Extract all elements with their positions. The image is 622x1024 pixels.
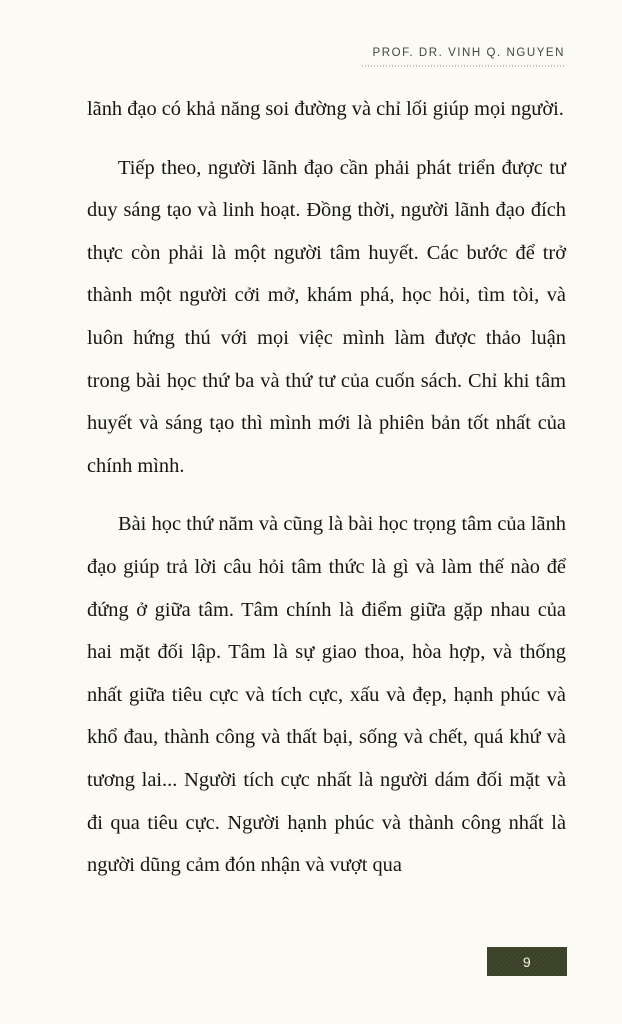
running-head — [265, 48, 565, 67]
paragraph-body: Bài học thứ năm và cũng là bài học trọng tâm của lãnh đạo giúp trả lời câu hỏi tâm thức là gì và làm thế nào để đứng ở giữa tâm. Tâm chính là điểm giữa gặp nhau của hai mặt đối lập. Tâm là sự giao thoa, hòa hợp, và thống nhất giữa tiêu cực và tích cực, xấu và đẹp, hạnh phúc và khổ đau, thành công và thất bại, sống và chết, quá khứ và tương lai... Người tích cực nhất là người dám đối mặt và đi qua tiêu cực. Người hạnh phúc và thành công nhất là người dũng cảm đón nhận và vượt qua — [87, 513, 566, 877]
paragraph-body: Tiếp theo, người lãnh đạo cần phải phát triển được tư duy sáng tạo và linh hoạt. Đồng thời, người lãnh đạo đích thực còn phải là một người tâm huyết. Các bước để trở thành một người cởi mở, khám phá, học hỏi, tìm tòi, và luôn hứng thú với mọi việc mình làm được thảo luận trong bài học thứ ba và thứ tư của cuốn sách. Chỉ khi tâm huyết và sáng tạo thì mình mới là phiên bản tốt nhất của chính mình. — [87, 156, 566, 477]
running-head-title: PROF. DR. VINH Q. NGUYEN — [372, 47, 565, 59]
page-number-text: 9 — [522, 953, 532, 970]
paragraph-continuation: lãnh đạo có khả năng soi đường và chỉ lối giúp mọi người. — [87, 98, 564, 120]
page-number-badge — [487, 947, 567, 976]
body-text-block — [87, 88, 566, 887]
running-head-dotted-rule — [360, 65, 565, 67]
